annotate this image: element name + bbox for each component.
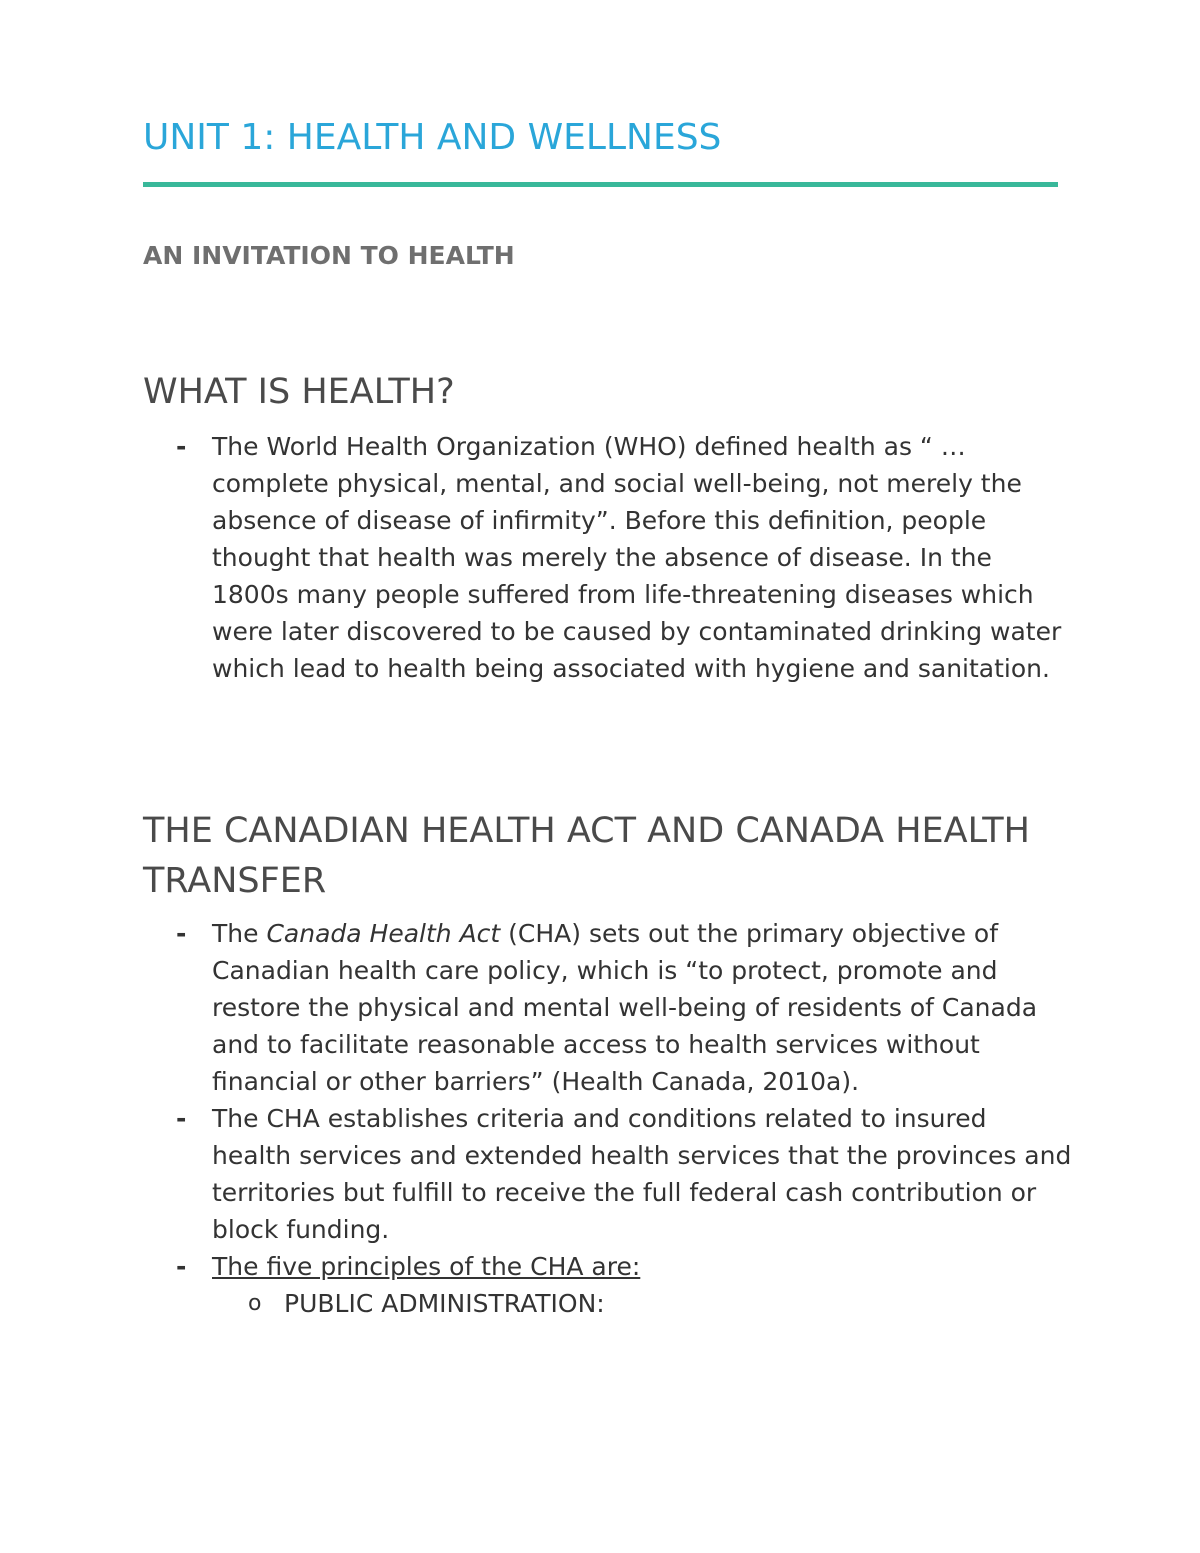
act-title-italic: Canada Health Act: [266, 919, 501, 948]
dash-bullet-icon: -: [176, 1104, 187, 1133]
bullet-list-what-is-health: [0, 428, 1072, 687]
sub-bullet-item: [0, 1285, 1084, 1322]
bullet-list-canadian-health-act: [0, 915, 1084, 1322]
dash-bullet-icon: -: [176, 432, 187, 461]
bullet-item: [0, 1100, 1072, 1248]
unit-title: UNIT 1: HEALTH AND WELLNESS: [143, 117, 722, 158]
bullet-text: [212, 919, 1037, 1096]
dash-bullet-icon: -: [176, 919, 187, 948]
sub-bullet-text: PUBLIC ADMINISTRATION:: [284, 1289, 605, 1318]
title-divider: [143, 182, 1058, 187]
bullet-item: [0, 915, 1072, 1100]
bullet-text: The CHA establishes criteria and conditions related to insured health services and extended health services that the provinces and territories but fulfill to receive the full federal cash contribution or block funding.: [212, 1104, 1072, 1244]
bullet-text: The World Health Organization (WHO) defined health as “ … complete physical, mental, and social well-being, not merely the absence of disease of infirmity”. Before this definition, people thought that health was merely the absence of disease. In the 1800s many people suffered from life-threatening diseases which were later discovered to be caused by contaminated drinking water which lead to health being associated with hygiene and sanitation.: [212, 432, 1062, 683]
bullet-text-suffix: (CHA) sets out the primary objective of Canadian health care policy, which is “to protect, promote and restore the physical and mental well-being of residents of Canada and to facilitate reasonable access to health services without financial or other barriers” (Health Canada, 2010a).: [212, 919, 1038, 1096]
bullet-text-prefix: The: [212, 919, 267, 948]
section-heading-canadian-health-act: THE CANADIAN HEALTH ACT AND CANADA HEALTH TRANSFER: [143, 811, 1030, 901]
circle-bullet-icon: o: [248, 1291, 262, 1316]
document-subtitle: AN INVITATION TO HEALTH: [143, 241, 515, 270]
bullet-item: [0, 428, 1072, 687]
bullet-item: [0, 1248, 1072, 1285]
bullet-text-underlined: The five principles of the CHA are:: [212, 1252, 641, 1281]
dash-bullet-icon: -: [176, 1252, 187, 1281]
section-heading-what-is-health: WHAT IS HEALTH?: [143, 372, 455, 412]
